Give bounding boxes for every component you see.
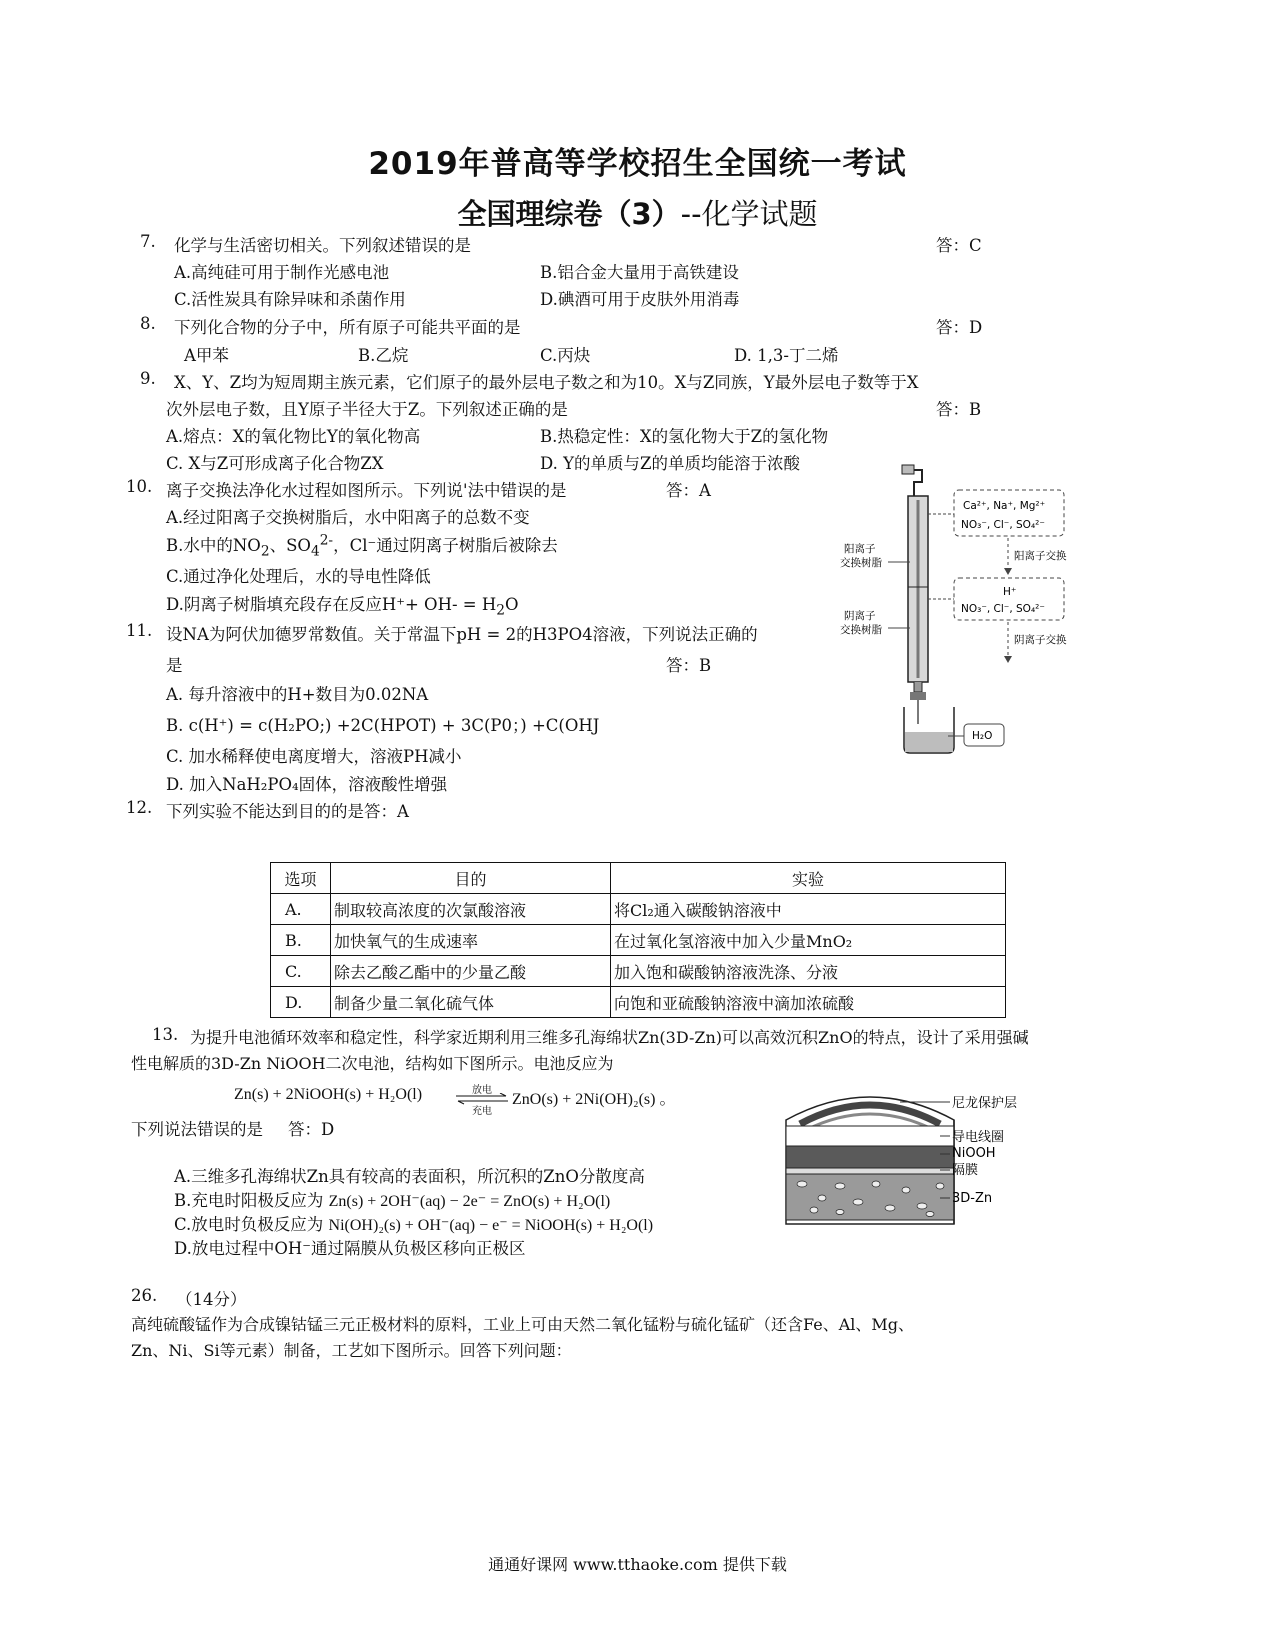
q13-b-equation: Zn(s) + 2OH⁻(aq) − 2e⁻ = ZnO(s) + H₂O(l) (328, 1193, 611, 1210)
q8-number: 8. (140, 314, 156, 333)
table-cell: A. (271, 894, 331, 925)
q7-option-d: D.碘酒可用于皮肤外用消毒 (540, 290, 740, 309)
q9-stem-line1: X、Y、Z均为短周期主族元素，它们原子的最外层电子数之和为10。X与Z同族，Y最外层电子数等于X (174, 373, 919, 392)
q9-answer: 答：B (936, 400, 982, 419)
q8-stem: 下列化合物的分子中，所有原子可能共平面的是 (174, 318, 521, 337)
table-header-row (271, 863, 1006, 894)
fig10-box1-line1: Ca²⁺, Na⁺, Mg²⁺ (963, 500, 1046, 512)
table-header: 实验 (611, 863, 1006, 894)
q8-option-c: C.丙炔 (540, 346, 591, 365)
q11-option-b: B. c(H⁺) = c(H₂PO;) +2C(HPOT) + 3C(P0；) +C(OHJ (166, 716, 600, 735)
table-cell: 制备少量二氧化硫气体 (331, 987, 611, 1018)
q11-option-a: A. 每升溶液中的H+数目为0.02NA (166, 685, 429, 704)
q26-line2: Zn、Ni、Si等元素）制备，工艺如下图所示。回答下列问题： (131, 1341, 572, 1360)
q9-option-c: C. X与Z可形成离子化合物ZX (166, 454, 384, 473)
q10-d-pre: D.阴离子树脂填充段存在反应H⁺+ OH- = H (166, 595, 497, 614)
q13-option-c (174, 1211, 653, 1235)
q11-stem-line2: 是 (166, 656, 183, 675)
fig13-label-nylon: 尼龙保护层 (952, 1096, 1018, 1111)
q12-stem: 下列实验不能达到目的的是答：A (166, 802, 409, 821)
q7-stem: 化学与生活密切相关。下列叙述错误的是 (174, 236, 471, 255)
q10-option-d: D.阴离子树脂填充段存在反应$H^++ OH- = H_2O$ (166, 595, 519, 619)
fig10-resin1-a: 阳离子 (844, 543, 876, 555)
q13-stem-line2: 性电解质的3D-Zn NiOOH二次电池，结构如下图所示。电池反应为 (131, 1054, 614, 1073)
equation-discharge-label: 放电 (472, 1085, 492, 1096)
q10-option-c: C.通过净化处理后，水的导电性降低 (166, 567, 431, 586)
q7-option-b: B.铝合金大量用于高铁建设 (540, 263, 739, 282)
q8-option-d: D. 1,3-丁二烯 (734, 346, 839, 365)
q13-option-b (174, 1187, 610, 1211)
subtitle-bold: 全国理综卷（3） (457, 197, 681, 231)
fig10-box2-line1: H⁺ (1003, 586, 1017, 598)
table-cell: 加入饱和碳酸钠溶液洗涤、分液 (611, 956, 1006, 987)
table-cell: 在过氧化氢溶液中加入少量MnO₂ (611, 925, 1006, 956)
q10-answer: 答：A (666, 481, 711, 500)
q10-b-mid: 、SO (269, 536, 311, 555)
q13-c-text: C.放电时负极反应为 (174, 1215, 324, 1234)
table-cell: B. (271, 925, 331, 956)
q12-number: 12. (126, 798, 153, 817)
q13-stem-line1: 为提升电池循环效率和稳定性，科学家近期利用三维多孔海绵状Zn(3D-Zn)可以高效沉积ZnO的特点，设计了采用强碱 (190, 1028, 1029, 1047)
q26-line1: 高纯硫酸锰作为合成镍钴锰三元正极材料的原料，工业上可由天然二氧化锰粉与硫化锰矿（还含Fe、Al、Mg、 (131, 1315, 914, 1334)
q7-number: 7. (140, 232, 156, 251)
table-row (271, 987, 1006, 1018)
table-cell: C. (271, 956, 331, 987)
subtitle-rest: --化学试题 (680, 197, 818, 231)
table-cell: 加快氧气的生成速率 (331, 925, 611, 956)
fig10-resin1-b: 交换树脂 (840, 557, 882, 569)
q11-answer: 答：B (666, 656, 712, 675)
q8-answer: 答：D (936, 318, 983, 337)
q10-option-a: A.经过阳离子交换树脂后，水中阳离子的总数不变 (166, 508, 530, 527)
q7-option-a: A.高纯硅可用于制作光感电池 (174, 263, 390, 282)
fig10-resin2-a: 阴离子 (844, 610, 876, 622)
q13-option-a: A.三维多孔海绵状Zn具有较高的表面积，所沉积的ZnO分散度高 (174, 1167, 645, 1186)
q13-answer: 答：D (288, 1120, 335, 1139)
table-row (271, 894, 1006, 925)
q8-option-a: A甲苯 (184, 346, 229, 365)
fig10-beaker-label: H₂O (972, 730, 993, 742)
q26-number: 26. (131, 1286, 158, 1305)
experiment-table (270, 862, 1006, 1018)
q13-b-text: B.充电时阳极反应为 (174, 1191, 324, 1210)
q10-b-post: ，Cl⁻通过阴离子树脂后被除去 (333, 536, 558, 555)
fig13-label-niooh: NiOOH (952, 1146, 996, 1161)
fig10-step2: 阴离子交换 (1014, 634, 1067, 646)
equation-charge-label: 充电 (472, 1106, 492, 1117)
table-row (271, 956, 1006, 987)
q10-d-post: O (505, 595, 519, 614)
table-cell: 向饱和亚硫酸钠溶液中滴加浓硫酸 (611, 987, 1006, 1018)
q13-number: 13. (152, 1025, 179, 1044)
q10-b-pre: B.水中的NO (166, 536, 261, 555)
q7-answer: 答：C (936, 236, 982, 255)
fig13-label-coil: 导电线圈 (952, 1130, 1005, 1145)
q11-option-c: C. 加水稀释使电离度增大，溶液PH减小 (166, 747, 462, 766)
battery-equation-right: ZnO(s) + 2Ni(OH)₂(s) 。 (512, 1091, 676, 1108)
fig10-resin2-b: 交换树脂 (840, 624, 882, 636)
table-cell: D. (271, 987, 331, 1018)
table-cell: 除去乙酸乙酯中的少量乙酸 (331, 956, 611, 987)
battery-structure-figure (780, 1080, 1060, 1232)
q11-option-d: D. 加入NaH₂PO₄固体，溶液酸性增强 (166, 775, 448, 794)
page-subtitle (0, 192, 1275, 233)
q9-number: 9. (140, 369, 156, 388)
battery-equation-left: Zn(s) + 2NiOOH(s) + H₂O(l) (234, 1086, 423, 1103)
table-cell: 将Cl₂通入碳酸钠溶液中 (611, 894, 1006, 925)
q9-stem-line2: 次外层电子数，且Y原子半径大于Z。下列叙述正确的是 (166, 400, 568, 419)
q9-option-b: B.热稳定性：X的氢化物大于Z的氢化物 (540, 427, 829, 446)
q9-option-d: D. Y的单质与Z的单质均能溶于浓酸 (540, 454, 800, 473)
q13-option-d: D.放电过程中OH⁻通过隔膜从负极区移向正极区 (174, 1239, 526, 1258)
table-header: 选项 (271, 863, 331, 894)
table-row (271, 925, 1006, 956)
q11-number: 11. (126, 621, 153, 640)
table-header: 目的 (331, 863, 611, 894)
page-footer: 通通好课网 www.tthaoke.com 提供下载 (488, 1555, 787, 1574)
fig10-box2-line2: NO₃⁻, Cl⁻, SO₄²⁻ (961, 603, 1045, 615)
q10-number: 10. (126, 477, 153, 496)
q13-c-equation: Ni(OH)₂(s) + OH⁻(aq) − e⁻ = NiOOH(s) + H₂O(l) (328, 1217, 654, 1234)
table-cell: 制取较高浓度的次氯酸溶液 (331, 894, 611, 925)
fig10-box1-line2: NO₃⁻, Cl⁻, SO₄²⁻ (961, 519, 1045, 531)
q9-option-a: A.熔点：X的氧化物比Y的氧化物高 (166, 427, 421, 446)
q10-stem: 离子交换法净化水过程如图所示。下列说'法中错误的是 (166, 481, 567, 500)
page-title: 2019年普高等学校招生全国统一考试 (368, 146, 907, 182)
fig13-label-separator: 隔膜 (952, 1163, 979, 1178)
fig10-step1: 阳离子交换 (1014, 550, 1067, 562)
q8-option-b: B.乙烷 (358, 346, 409, 365)
q10-option-b: B.水中的$NO_2$、$SO_4^{2-}$，Cl⁻通过阴离子树脂后被除去 (166, 532, 558, 560)
fig13-label-3dzn: 3D-Zn (952, 1191, 993, 1206)
q11-stem: 设NA为阿伏加德罗常数值。关于常温下pH = 2的H3PO4溶液，下列说法正确的 (166, 625, 758, 644)
q7-option-c: C.活性炭具有除异味和杀菌作用 (174, 290, 406, 309)
reversible-arrow-icon (454, 1093, 510, 1105)
q26-score: （14分） (176, 1290, 247, 1309)
ion-exchange-figure (836, 462, 1086, 758)
q13-ask: 下列说法错误的是 (131, 1120, 263, 1139)
